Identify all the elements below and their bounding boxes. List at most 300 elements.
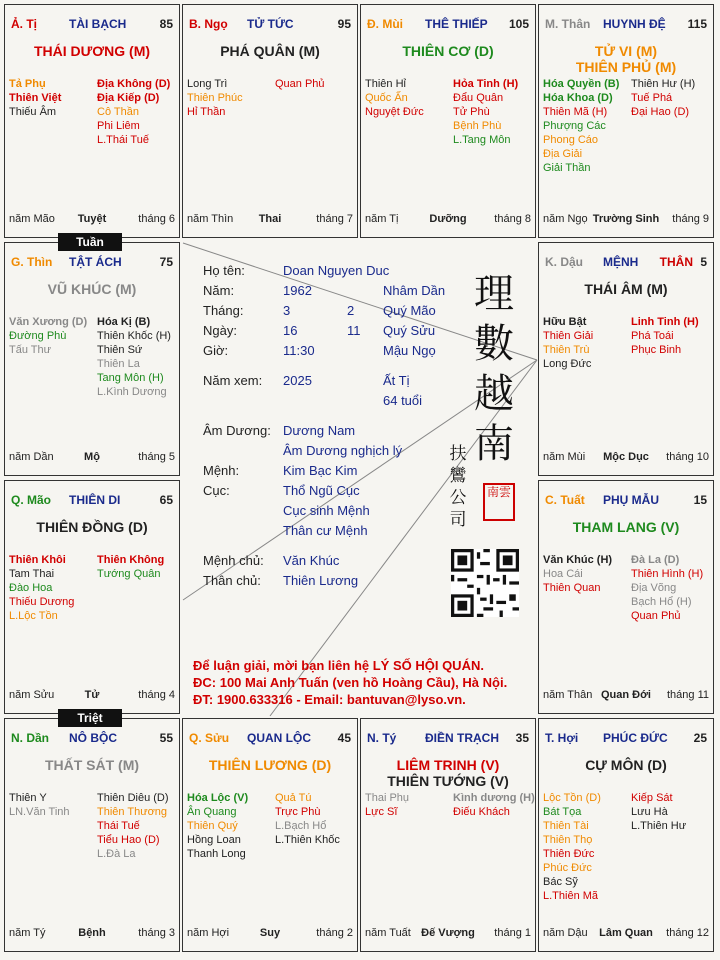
minor-star: Bát Tọa	[543, 806, 582, 818]
main-stars	[5, 281, 179, 297]
minor-star: L.Kình Dương	[97, 386, 167, 398]
bad-stars	[631, 315, 713, 357]
truong-sinh-stage: Thai	[258, 213, 282, 225]
palace-month: tháng 7	[316, 213, 353, 225]
minor-star: Đà La (D)	[631, 554, 680, 566]
main-star: THÁI DƯƠNG (M)	[33, 43, 151, 59]
palace-name: PHÚC ĐỨC	[603, 731, 668, 745]
palace-chi: N. Tý	[367, 731, 397, 745]
ngay-label: Ngày:	[203, 323, 237, 338]
palace-month: tháng 11	[666, 689, 709, 701]
palace-footer	[543, 451, 709, 465]
palace-chi: K. Dậu	[545, 255, 584, 269]
thang-am: 2	[347, 303, 355, 318]
bad-stars	[97, 791, 179, 861]
palace-age-number: 35	[515, 731, 529, 745]
minor-star: Hóa Lộc (V)	[187, 792, 249, 804]
truong-sinh-stage: Mộ	[84, 451, 100, 463]
minor-star: Tuế Phá	[631, 92, 673, 104]
minor-star: Thiên Hình (H)	[631, 568, 704, 580]
am-duong-relation: Âm Dương nghịch lý	[283, 443, 403, 458]
than-marker: THÂN	[659, 255, 693, 269]
minor-star: Bác Sỹ	[543, 876, 578, 888]
minor-star: Thiếu Dương	[9, 596, 75, 608]
palace-age-number: 115	[687, 17, 707, 31]
palace-footer	[365, 213, 531, 227]
minor-star: L.Thiên Khốc	[275, 834, 340, 846]
calligraphy-char: 南	[474, 421, 514, 467]
good-stars	[543, 77, 627, 175]
minor-star: Đại Hao (D)	[631, 106, 690, 118]
palace-chi: Đ. Mùi	[367, 17, 403, 31]
palace-chi: C. Tuất	[545, 493, 585, 507]
palace-footer	[365, 927, 531, 941]
truong-sinh-stage: Trường Sinh	[592, 213, 660, 225]
minor-star: Thiên Khốc (H)	[97, 330, 171, 342]
palace-year: năm Ngọ	[543, 213, 588, 225]
minor-star: Hồng Loan	[187, 834, 241, 846]
palace-chi: M. Thân	[545, 17, 591, 31]
good-stars	[543, 315, 627, 371]
palace-age-number: 5	[700, 255, 707, 269]
minor-star: Bạch Hổ (H)	[631, 596, 692, 608]
minor-star: Lực Sĩ	[365, 806, 398, 818]
minor-star: Tử Phù	[453, 106, 490, 118]
minor-star: Lộc Tồn (D)	[543, 792, 601, 804]
minor-star: Thiên Hỉ	[365, 78, 406, 90]
palace-name: QUAN LỘC	[247, 731, 311, 745]
bad-stars	[453, 791, 535, 819]
palace-thien-di[interactable]	[4, 480, 180, 714]
bad-stars	[97, 553, 179, 581]
bad-stars	[275, 77, 357, 91]
minor-star: LN.Văn Tinh	[9, 806, 70, 818]
minor-star: Lưu Hà	[631, 806, 668, 818]
palace-year: năm Dậu	[543, 927, 588, 939]
palace-month: tháng 3	[138, 927, 175, 939]
main-stars	[539, 43, 713, 75]
palace-chi: Ả. Tị	[11, 17, 37, 31]
truong-sinh-stage: Tử	[84, 689, 100, 701]
palace-age-number: 105	[508, 17, 529, 31]
palace-name: THÊ THIẾP	[425, 17, 488, 31]
main-stars	[5, 519, 179, 535]
minor-star: Phúc Đức	[543, 862, 592, 874]
tuoi-value: 64 tuổi	[383, 393, 423, 408]
palace-month: tháng 9	[672, 213, 709, 225]
truong-sinh-stage: Dưỡng	[429, 213, 467, 225]
minor-star: Phục Binh	[631, 344, 682, 356]
cuc-relation: Cục sinh Mệnh	[283, 503, 370, 518]
minor-star: Thiếu Âm	[9, 106, 57, 118]
good-stars	[9, 77, 93, 119]
palace-header	[367, 17, 529, 31]
palace-header	[11, 731, 173, 745]
minor-star: Điếu Khách	[453, 806, 510, 818]
minor-star: Phi Liêm	[97, 120, 140, 132]
minor-star: Địa Không (D)	[97, 78, 171, 90]
minor-star: Thiên Y	[9, 792, 47, 804]
minor-star: Thiên Thọ	[543, 834, 593, 846]
palace-month: tháng 6	[138, 213, 175, 225]
palace-tai-bach[interactable]	[4, 4, 180, 238]
main-stars	[183, 757, 357, 773]
good-stars	[187, 77, 271, 119]
minor-star: Phá Toái	[631, 330, 674, 342]
palace-name: MỆNH	[603, 255, 639, 269]
minor-star: Tiểu Hao (D)	[97, 834, 160, 846]
minor-star: Đào Hoa	[9, 582, 53, 594]
palace-header	[11, 17, 173, 31]
minor-star: Thiên Khôi	[9, 554, 66, 566]
palace-footer	[9, 689, 175, 703]
main-star: TỬ VI (M)	[594, 43, 658, 59]
palace-name: ĐIỀN TRẠCH	[425, 731, 499, 745]
good-stars	[9, 553, 93, 623]
minor-star: Quả Tú	[275, 792, 312, 804]
palace-menh[interactable]	[538, 242, 714, 476]
gio-canchi: Mậu Ngọ	[383, 343, 436, 358]
palace-header	[11, 493, 173, 507]
minor-star: Nguyệt Đức	[365, 106, 424, 118]
palace-phu-mau[interactable]	[538, 480, 714, 714]
thang-label: Tháng:	[203, 303, 244, 318]
minor-star: Quan Phủ	[631, 610, 681, 622]
palace-no-boc[interactable]	[4, 718, 180, 952]
gio-label: Giờ:	[203, 343, 229, 358]
main-star: LIÊM TRINH (V)	[396, 757, 500, 773]
minor-star: Thiên Quan	[543, 582, 601, 594]
palace-year: năm Dần	[9, 451, 54, 463]
palace-header	[11, 255, 173, 269]
palace-header	[367, 731, 529, 745]
palace-year: năm Hợi	[187, 927, 230, 939]
minor-star: L.Thái Tuế	[97, 134, 149, 146]
palace-year: năm Sửu	[9, 689, 55, 701]
minor-star: Thiên La	[97, 358, 140, 370]
main-stars	[361, 757, 535, 789]
palace-header	[545, 17, 707, 31]
calligraphy-char: 越	[474, 371, 514, 417]
palace-month: tháng 4	[138, 689, 175, 701]
nam-label: Năm:	[203, 283, 235, 298]
nam-canchi: Nhâm Dần	[383, 283, 446, 298]
palace-footer	[9, 451, 175, 465]
minor-star: Thiên Tài	[543, 820, 589, 832]
minor-star: Phong Cáo	[543, 134, 599, 146]
palace-chi: G. Thìn	[11, 255, 53, 269]
main-stars	[539, 757, 713, 773]
main-star: THIÊN LƯƠNG (D)	[208, 757, 332, 773]
minor-star: Đường Phù	[9, 330, 67, 342]
palace-footer	[9, 213, 175, 227]
minor-star: Thiên Việt	[9, 92, 62, 104]
palace-age-number: 65	[159, 493, 173, 507]
palace-year: năm Thìn	[187, 213, 234, 225]
ngay-am: 11	[347, 323, 361, 338]
minor-star: Long Trì	[187, 78, 228, 90]
good-stars	[543, 553, 627, 595]
triet-tag: Triệt	[58, 709, 122, 727]
bad-stars	[453, 77, 535, 147]
thang-canchi: Quý Mão	[383, 303, 436, 318]
main-stars	[539, 519, 713, 535]
nam-xem-value: 2025	[283, 373, 312, 388]
minor-star: Phượng Các	[543, 120, 606, 132]
minor-star: Địa Võng	[631, 582, 677, 594]
bad-stars	[97, 77, 179, 147]
main-stars	[5, 757, 179, 773]
main-star: THÁI ÂM (M)	[584, 281, 668, 297]
minor-star: Quan Phủ	[275, 78, 325, 90]
menh-label: Mệnh:	[203, 463, 240, 478]
minor-star: L.Đà La	[97, 848, 136, 860]
palace-name: TẬT ÁCH	[69, 255, 122, 269]
menh-chu-value: Văn Khúc	[283, 553, 340, 568]
palace-year: năm Tị	[365, 213, 399, 225]
minor-star: Tang Môn (H)	[97, 372, 164, 384]
minor-star: L.Lộc Tồn	[9, 610, 58, 622]
palace-age-number: 75	[159, 255, 173, 269]
calligraphy-logo	[469, 269, 519, 469]
palace-name: THIÊN DI	[69, 493, 121, 507]
thang-value: 3	[283, 303, 291, 318]
palace-header	[189, 17, 351, 31]
good-stars	[187, 791, 271, 861]
calligraphy-side-char: 鸞	[449, 466, 467, 486]
minor-star: Giải Thần	[543, 162, 591, 174]
minor-star: Thiên Sứ	[97, 344, 143, 356]
palace-footer	[543, 213, 709, 227]
palace-chi: Q. Mão	[11, 493, 52, 507]
palace-age-number: 55	[159, 731, 173, 745]
palace-chi: B. Ngọ	[189, 17, 228, 31]
ho-ten-value: Doan Nguyen Duc	[283, 263, 390, 278]
palace-month: tháng 1	[494, 927, 531, 939]
contact-phone-email[interactable]: ĐT: 1900.633316 - Email: bantuvan@lyso.vn.	[193, 692, 466, 707]
palace-huynh-de[interactable]	[538, 4, 714, 238]
good-stars	[543, 791, 627, 903]
truong-sinh-stage: Bệnh	[78, 927, 106, 939]
good-stars	[365, 791, 449, 819]
palace-header	[545, 493, 707, 507]
main-star: THIÊN TƯỚNG (V)	[387, 773, 509, 789]
main-star: THẤT SÁT (M)	[44, 757, 140, 773]
truong-sinh-stage: Đế Vượng	[421, 927, 475, 939]
palace-dien-trach[interactable]	[360, 718, 536, 952]
palace-header	[545, 255, 707, 269]
truong-sinh-stage: Suy	[259, 927, 281, 939]
minor-star: Long Đức	[543, 358, 592, 370]
palace-age-number: 45	[337, 731, 351, 745]
bad-stars	[97, 315, 179, 399]
truong-sinh-stage: Mộc Dục	[603, 451, 649, 463]
palace-name: PHỤ MẪU	[603, 493, 659, 507]
minor-star: L.Bạch Hổ	[275, 820, 327, 832]
minor-star: Văn Khúc (H)	[543, 554, 613, 566]
nam-value: 1962	[283, 283, 312, 298]
palace-month: tháng 8	[494, 213, 531, 225]
minor-star: Thiên Phúc	[187, 92, 243, 104]
minor-star: Hữu Bật	[543, 316, 587, 328]
minor-star: Hỏa Tinh (H)	[453, 78, 519, 90]
minor-star: Thanh Long	[187, 848, 246, 860]
palace-quan-loc[interactable]	[182, 718, 358, 952]
minor-star: Thiên Đức	[543, 848, 595, 860]
contact-line: Để luận giải, mời bạn liên hệ LÝ SỐ HỘI QUÁN.	[193, 658, 484, 673]
minor-star: Địa Giải	[543, 148, 583, 160]
palace-the-thiep[interactable]	[360, 4, 536, 238]
palace-month: tháng 10	[666, 451, 709, 463]
bad-stars	[631, 553, 713, 623]
minor-star: Ân Quang	[187, 806, 237, 818]
palace-name: TỬ TỨC	[247, 17, 294, 31]
palace-header	[189, 731, 351, 745]
contact-address: ĐC: 100 Mai Anh Tuấn (ven hồ Hoàng Cầu), Hà Nội.	[193, 675, 508, 690]
palace-month: tháng 5	[138, 451, 175, 463]
cuc-value: Thổ Ngũ Cục	[283, 483, 360, 498]
minor-star: Thiên Trù	[543, 344, 590, 356]
minor-star: Văn Xương (D)	[9, 316, 88, 328]
bad-stars	[275, 791, 357, 847]
palace-name: NÔ BỘC	[69, 731, 117, 745]
am-duong-value: Dương Nam	[283, 423, 356, 438]
main-star: THIÊN ĐỒNG (D)	[36, 519, 148, 535]
minor-star: Trực Phù	[275, 806, 321, 818]
than-chu-label: Thân chủ:	[203, 573, 261, 588]
minor-star: Kiếp Sát	[631, 792, 673, 804]
palace-year: năm Mùi	[543, 451, 586, 463]
palace-phuc-duc[interactable]	[538, 718, 714, 952]
minor-star: Thiên Thương	[97, 806, 168, 818]
minor-star: Hỉ Thần	[187, 106, 226, 118]
main-star: CỰ MÔN (D)	[585, 757, 667, 773]
palace-age-number: 95	[337, 17, 351, 31]
tuan-tag: Tuần	[58, 233, 122, 251]
minor-star: Thiên Diêu (D)	[97, 792, 169, 804]
palace-chi: Q. Sửu	[189, 731, 230, 745]
qr-code[interactable]	[451, 549, 519, 617]
minor-star: Đẩu Quân	[453, 92, 504, 104]
minor-star: Hóa Kị (B)	[97, 316, 151, 328]
minor-star: Thiên Giải	[543, 330, 594, 342]
main-star: PHÁ QUÂN (M)	[220, 43, 320, 59]
minor-star: Hoa Cái	[543, 568, 583, 580]
calligraphy-side-char: 扶	[449, 444, 467, 464]
good-stars	[9, 791, 93, 819]
minor-star: Thiên Mã (H)	[543, 106, 608, 118]
minor-star: Hóa Khoa (D)	[543, 92, 613, 104]
minor-star: Kình dương (H)	[453, 792, 535, 804]
menh-value: Kim Bạc Kim	[283, 463, 358, 478]
main-stars	[5, 43, 179, 59]
good-stars	[365, 77, 449, 119]
minor-star: Tả Phụ	[9, 78, 46, 90]
calligraphy-side	[447, 443, 469, 531]
palace-month: tháng 12	[666, 927, 709, 939]
palace-name: HUYNH ĐỆ	[603, 17, 666, 31]
minor-star: Thiên Hư (H)	[631, 78, 696, 90]
main-stars	[361, 43, 535, 59]
than-chu-value: Thiên Lương	[283, 573, 359, 588]
minor-star: Thiên Không	[97, 554, 165, 566]
main-stars	[183, 43, 357, 59]
truong-sinh-stage: Lâm Quan	[599, 927, 653, 939]
minor-star: Tam Thai	[9, 568, 55, 580]
ngay-canchi: Quý Sửu	[383, 323, 436, 338]
palace-age-number: 15	[693, 493, 707, 507]
truong-sinh-stage: Quan Đới	[601, 689, 651, 701]
minor-star: Bệnh Phù	[453, 120, 502, 132]
palace-footer	[543, 927, 709, 941]
minor-star: L.Tang Môn	[453, 134, 511, 146]
contact-info	[193, 657, 507, 708]
minor-star: Linh Tinh (H)	[631, 316, 699, 328]
minor-star: Quốc Ấn	[365, 92, 408, 104]
palace-name: TÀI BẠCH	[69, 17, 127, 31]
gio-value: 11:30	[283, 343, 315, 358]
palace-year: năm Tuất	[365, 927, 411, 939]
palace-year: năm Tý	[9, 927, 46, 939]
main-star: THAM LANG (V)	[572, 519, 680, 535]
palace-footer	[187, 213, 353, 227]
nam-xem-label: Năm xem:	[203, 373, 263, 388]
than-cu: Thân cư Mệnh	[283, 523, 368, 538]
palace-age-number: 85	[159, 17, 173, 31]
ho-ten-label: Họ tên:	[203, 263, 245, 278]
palace-footer	[187, 927, 353, 941]
palace-tu-tuc[interactable]	[182, 4, 358, 238]
nam-xem-canchi: Ất Tị	[383, 373, 410, 388]
palace-chi: N. Dần	[11, 731, 50, 745]
bad-stars	[631, 791, 713, 833]
minor-star: Thiên Quý	[187, 820, 238, 832]
minor-star: Địa Kiếp (D)	[97, 92, 160, 104]
center-info-panel	[183, 243, 536, 716]
minor-star: Tấu Thư	[9, 344, 52, 356]
main-star: THIÊN PHỦ (M)	[575, 59, 677, 75]
minor-star: Thai Phụ	[365, 792, 410, 804]
minor-star: L.Thiên Hư	[631, 820, 687, 832]
palace-year: năm Mão	[9, 213, 55, 225]
calligraphy-char: 數	[474, 321, 514, 367]
palace-footer	[9, 927, 175, 941]
minor-star: Tướng Quân	[97, 568, 161, 580]
main-stars	[539, 281, 713, 297]
am-duong-label: Âm Dương:	[203, 423, 271, 438]
minor-star: L.Thiên Mã	[543, 890, 599, 902]
main-star: THIÊN CƠ (D)	[402, 43, 494, 59]
cuc-label: Cục:	[203, 483, 230, 498]
calligraphy-char: 理	[474, 271, 514, 317]
palace-year: năm Thân	[543, 689, 593, 701]
ngay-value: 16	[283, 323, 298, 338]
good-stars	[9, 315, 93, 357]
palace-header	[545, 731, 707, 745]
calligraphy-side-char: 司	[449, 510, 467, 530]
menh-chu-label: Mệnh chủ:	[203, 553, 264, 568]
minor-star: Thái Tuế	[97, 820, 140, 832]
palace-age-number: 25	[693, 731, 707, 745]
palace-footer	[543, 689, 709, 703]
calligraphy-side-char: 公	[449, 488, 467, 508]
main-star: VŨ KHÚC (M)	[47, 281, 137, 297]
palace-month: tháng 2	[316, 927, 353, 939]
palace-tat-ach[interactable]	[4, 242, 180, 476]
minor-star: Cô Thần	[97, 106, 139, 118]
bad-stars	[631, 77, 713, 119]
red-seal-stamp: 南雲	[483, 483, 515, 521]
